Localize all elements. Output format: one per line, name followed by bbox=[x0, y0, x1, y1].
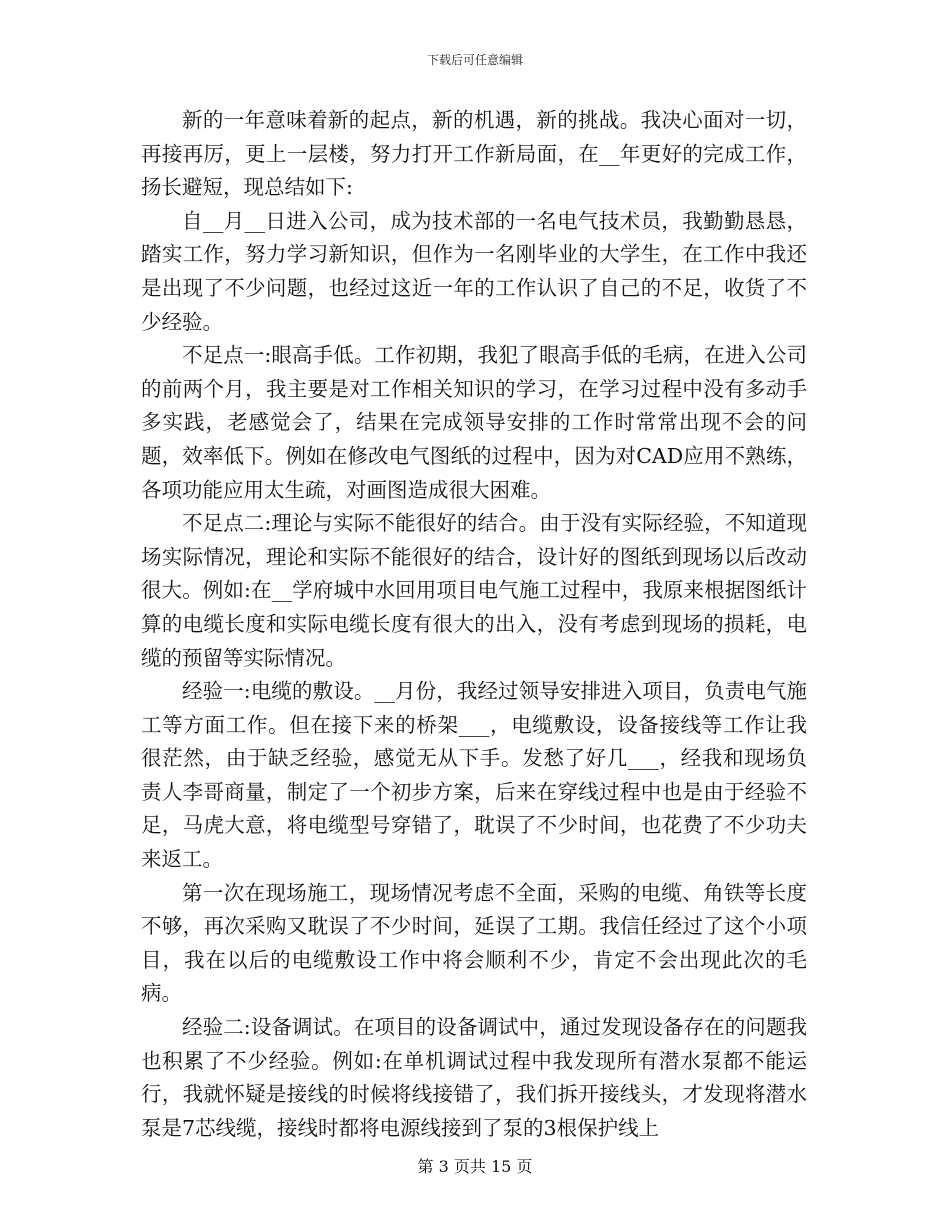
paragraph-shortcoming-2: 不足点二:理论与实际不能很好的结合。由于没有实际经验，不知道现场实际情况，理论和实际不能很好的结合，设计好的图纸到现场以后改动很大。例如:在__学府城中水回用项目电气施工过程中，我原来根据图纸计算的电缆长度和实际电缆长度有很大的出入，没有考虑到现场的损耗，电缆的预留等实际情况。 bbox=[141, 511, 807, 670]
paragraph-intro: 新的一年意味着新的起点，新的机遇，新的挑战。我决心面对一切，再接再厉，更上一层楼，努力打开工作新局面，在__年更好的完成工作，扬长避短，现总结如下: bbox=[141, 108, 807, 200]
paragraph-experience-1: 经验一:电缆的敷设。__月份，我经过领导安排进入项目，负责电气施工等方面工作。但在接下来的桥架___，电缆敷设，设备接线等工作让我很茫然，由于缺乏经验，感觉无从下手。发愁了好几___，经我和现场负责人李哥商量，制定了一个初步方案，后来在穿线过程中也是由于经验不足，马虎大意，将电缆型号穿错了，耽误了不少时间，也花费了不少功夫来返工。 bbox=[141, 679, 807, 872]
paragraph-shortcoming-1: 不足点一:眼高手低。工作初期，我犯了眼高手低的毛病，在进入公司的前两个月，我主要是对工作相关知识的学习，在学习过程中没有多动手多实践，老感觉会了，结果在完成领导安排的工作时常常出现不会的问题，效率低下。例如在修改电气图纸的过程中，因为对CAD应用不熟练，各项功能应用太生疏，对画图造成很大困难。 bbox=[141, 343, 807, 502]
page-header: 下载后可任意编辑 bbox=[426, 53, 523, 67]
page-footer: 第 3 页共 15 页 bbox=[417, 1157, 533, 1176]
document-body bbox=[141, 104, 807, 1145]
paragraph-background: 自__月__日进入公司，成为技术部的一名电气技术员，我勤勤恳恳，踏实工作，努力学习新知识，但作为一名刚毕业的大学生，在工作中我还是出现了不少问题，也经过这近一年的工作认识了自己的不足，收货了不少经验。 bbox=[141, 208, 807, 334]
paragraph-first-construction: 第一次在现场施工，现场情况考虑不全面，采购的电缆、角铁等长度不够，再次采购又耽误了不少时间，延误了工期。我信任经过了这个小项目，我在以后的电缆敷设工作中将会顺利不少，肯定不会出现此次的毛病。 bbox=[141, 880, 807, 1006]
paragraph-experience-2: 经验二:设备调试。在项目的设备调试中，通过发现设备存在的问题我也积累了不少经验。例如:在单机调试过程中我发现所有潜水泵都不能运行，我就怀疑是接线的时候将线接错了，我们拆开接线头，才发现将潜水泵是7芯线缆，接线时都将电源线接到了泵的3根保护线上 bbox=[141, 1015, 807, 1140]
